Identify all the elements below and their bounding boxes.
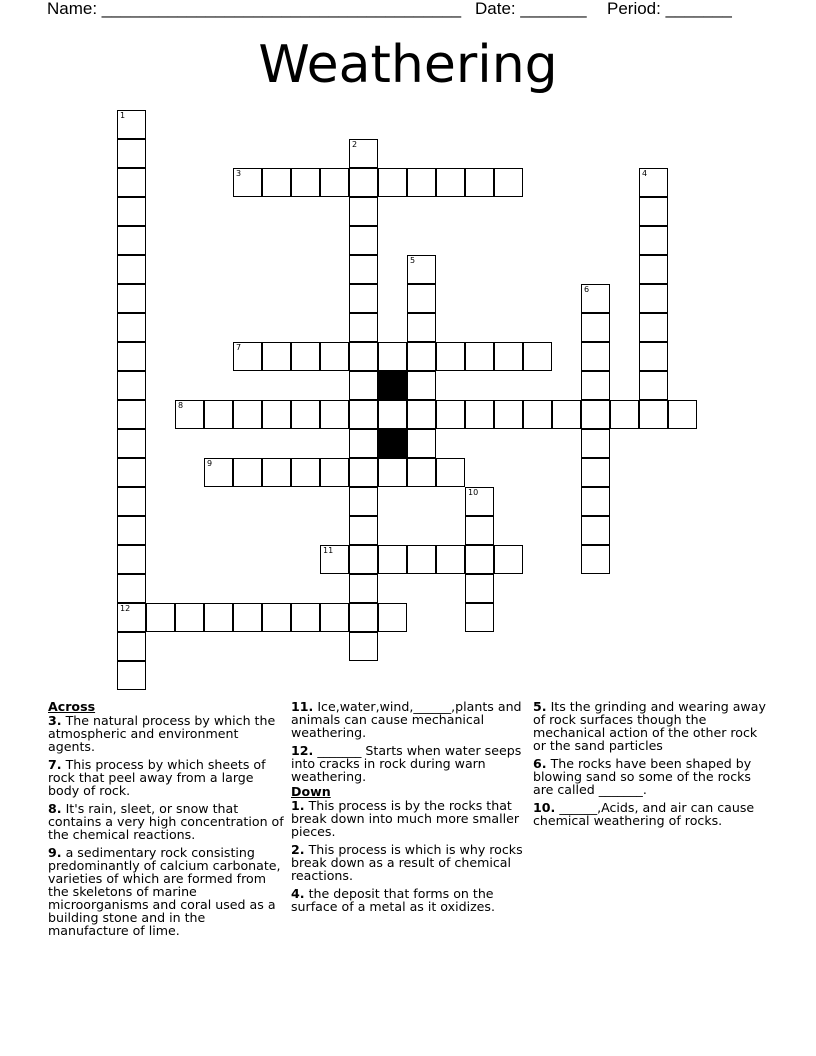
grid-cell[interactable] — [581, 371, 610, 400]
grid-cell[interactable] — [407, 371, 436, 400]
grid-cell[interactable] — [494, 342, 523, 371]
grid-cell[interactable] — [320, 545, 349, 574]
grid-cell[interactable] — [349, 226, 378, 255]
clue-down-2: 2. This process is which is why rocks break down as a result of chemical reactions. — [291, 842, 523, 883]
grid-cell[interactable] — [117, 226, 146, 255]
grid-cell[interactable] — [117, 342, 146, 371]
grid-cell[interactable] — [320, 400, 349, 429]
grid-cell[interactable] — [639, 342, 668, 371]
clue-number: 8 — [178, 401, 184, 410]
grid-cell[interactable] — [407, 458, 436, 487]
grid-cell[interactable] — [291, 603, 320, 632]
grid-cell[interactable] — [117, 400, 146, 429]
clue-number: 6 — [584, 285, 590, 294]
grid-cell[interactable] — [378, 603, 407, 632]
grid-cell[interactable] — [262, 342, 291, 371]
grid-cell[interactable] — [117, 574, 146, 603]
grid-cell[interactable] — [117, 458, 146, 487]
grid-cell[interactable] — [494, 545, 523, 574]
clues-column-2 — [291, 700, 531, 918]
grid-cell[interactable] — [581, 400, 610, 429]
grid-cell[interactable] — [581, 487, 610, 516]
date-field: Date: _______ — [475, 0, 587, 18]
grid-cell[interactable] — [349, 342, 378, 371]
grid-cell[interactable] — [204, 458, 233, 487]
black-cell — [378, 371, 407, 400]
grid-cell[interactable] — [175, 603, 204, 632]
grid-cell[interactable] — [581, 342, 610, 371]
grid-cell[interactable] — [436, 168, 465, 197]
grid-cell[interactable] — [349, 313, 378, 342]
grid-cell[interactable] — [407, 313, 436, 342]
grid-cell[interactable] — [639, 197, 668, 226]
clue-across-3: 3. The natural process by which the atmospheric and environment agents. — [48, 713, 276, 754]
page-title: Weathering — [258, 35, 558, 95]
grid-cell[interactable] — [639, 255, 668, 284]
grid-cell[interactable] — [117, 487, 146, 516]
grid-cell[interactable] — [349, 632, 378, 661]
grid-cell[interactable] — [465, 400, 494, 429]
clue-number: 4 — [642, 169, 648, 178]
grid-cell[interactable] — [117, 545, 146, 574]
clue-across-12: 12. _______ Starts when water seeps into cracks in rock during warn weathering. — [291, 743, 522, 784]
grid-cell[interactable] — [117, 632, 146, 661]
clue-number: 11 — [323, 546, 334, 555]
black-cell — [378, 429, 407, 458]
grid-cell[interactable] — [349, 574, 378, 603]
grid-cell[interactable] — [349, 139, 378, 168]
grid-cell[interactable] — [349, 516, 378, 545]
grid-cell[interactable] — [204, 603, 233, 632]
clue-down-4: 4. the deposit that forms on the surface of a metal as it oxidizes. — [291, 886, 495, 914]
grid-cell[interactable] — [523, 342, 552, 371]
grid-cell[interactable] — [349, 255, 378, 284]
grid-cell[interactable] — [117, 313, 146, 342]
grid-cell[interactable] — [639, 284, 668, 313]
grid-cell[interactable] — [407, 342, 436, 371]
grid-cell[interactable] — [668, 400, 697, 429]
grid-cell[interactable] — [639, 226, 668, 255]
clue-number: 12 — [120, 604, 131, 613]
grid-cell[interactable] — [610, 400, 639, 429]
grid-cell[interactable] — [262, 168, 291, 197]
grid-cell[interactable] — [378, 400, 407, 429]
grid-cell[interactable] — [581, 516, 610, 545]
grid-cell[interactable] — [117, 284, 146, 313]
grid-cell[interactable] — [233, 342, 262, 371]
grid-cell[interactable] — [233, 168, 262, 197]
clues-column-1 — [48, 700, 288, 942]
grid-cell[interactable] — [349, 458, 378, 487]
grid-cell[interactable] — [117, 197, 146, 226]
grid-cell[interactable] — [407, 429, 436, 458]
grid-cell[interactable] — [581, 458, 610, 487]
grid-cell[interactable] — [407, 284, 436, 313]
grid-cell[interactable] — [117, 168, 146, 197]
grid-cell[interactable] — [349, 371, 378, 400]
grid-cell[interactable] — [262, 458, 291, 487]
grid-cell[interactable] — [117, 603, 146, 632]
grid-cell[interactable] — [436, 545, 465, 574]
clue-across-9: 9. a sedimentary rock consisting predominantly of calcium carbonate, varieties of which are formed from the skeletons of marine microorganisms and coral used as a building stone and in the manufacture of lime. — [48, 845, 281, 938]
grid-cell[interactable] — [233, 603, 262, 632]
grid-cell[interactable] — [407, 545, 436, 574]
grid-cell[interactable] — [349, 284, 378, 313]
grid-cell[interactable] — [320, 603, 349, 632]
grid-cell[interactable] — [349, 545, 378, 574]
clue-number: 1 — [120, 111, 126, 120]
clue-down-6: 6. The rocks have been shaped by blowing sand so some of the rocks are called _______. — [533, 756, 752, 797]
grid-cell[interactable] — [639, 371, 668, 400]
grid-cell[interactable] — [320, 342, 349, 371]
grid-cell[interactable] — [117, 110, 146, 139]
grid-cell[interactable] — [378, 168, 407, 197]
grid-cell[interactable] — [117, 429, 146, 458]
grid-cell[interactable] — [233, 400, 262, 429]
grid-cell[interactable] — [291, 168, 320, 197]
grid-cell[interactable] — [407, 400, 436, 429]
grid-cell[interactable] — [378, 342, 407, 371]
grid-cell[interactable] — [117, 139, 146, 168]
grid-cell[interactable] — [349, 429, 378, 458]
grid-cell[interactable] — [407, 168, 436, 197]
grid-cell[interactable] — [639, 400, 668, 429]
period-field: Period: _______ — [607, 0, 732, 18]
grid-cell[interactable] — [465, 342, 494, 371]
grid-cell[interactable] — [175, 400, 204, 429]
grid-cell[interactable] — [552, 400, 581, 429]
grid-cell[interactable] — [378, 458, 407, 487]
grid-cell[interactable] — [494, 168, 523, 197]
clue-across-11: 11. Ice,water,wind,______,plants and animals can cause mechanical weathering. — [291, 699, 522, 740]
grid-cell[interactable] — [349, 603, 378, 632]
name-field: Name: ______________________________________ — [47, 0, 462, 18]
grid-cell[interactable] — [436, 400, 465, 429]
grid-cell[interactable] — [291, 400, 320, 429]
grid-cell[interactable] — [407, 255, 436, 284]
clue-down-1: 1. This process is by the rocks that break down into much more smaller pieces. — [291, 798, 520, 839]
grid-cell[interactable] — [349, 487, 378, 516]
grid-cell[interactable] — [378, 545, 407, 574]
grid-cell[interactable] — [436, 458, 465, 487]
grid-cell[interactable] — [581, 545, 610, 574]
grid-cell[interactable] — [291, 458, 320, 487]
grid-cell[interactable] — [465, 516, 494, 545]
grid-cell[interactable] — [291, 342, 320, 371]
grid-cell[interactable] — [320, 168, 349, 197]
grid-cell[interactable] — [117, 255, 146, 284]
grid-cell[interactable] — [320, 458, 349, 487]
grid-cell[interactable] — [581, 313, 610, 342]
grid-cell[interactable] — [581, 284, 610, 313]
grid-cell[interactable] — [436, 342, 465, 371]
grid-cell[interactable] — [262, 400, 291, 429]
grid-cell[interactable] — [117, 661, 146, 690]
grid-cell[interactable] — [233, 458, 262, 487]
clue-number: 9 — [207, 459, 213, 468]
grid-cell[interactable] — [639, 313, 668, 342]
grid-cell[interactable] — [465, 487, 494, 516]
clue-across-7: 7. This process by which sheets of rock that peel away from a large body of rock. — [48, 757, 266, 798]
grid-cell[interactable] — [117, 516, 146, 545]
clue-number: 5 — [410, 256, 416, 265]
clue-number: 2 — [352, 140, 358, 149]
clues-column-3 — [533, 700, 773, 832]
grid-cell[interactable] — [523, 400, 552, 429]
grid-cell[interactable] — [465, 545, 494, 574]
grid-cell[interactable] — [465, 603, 494, 632]
grid-cell[interactable] — [639, 168, 668, 197]
clue-number: 7 — [236, 343, 242, 352]
grid-cell[interactable] — [146, 603, 175, 632]
grid-cell[interactable] — [349, 197, 378, 226]
clue-down-5: 5. Its the grinding and wearing away of rock surfaces though the mechanical action of the other rock or the sand particles — [533, 699, 766, 753]
grid-cell[interactable] — [581, 429, 610, 458]
clue-across-8: 8. It's rain, sleet, or snow that contains a very high concentration of the chemical reactions. — [48, 801, 284, 842]
across-heading: Across — [48, 699, 96, 714]
clue-number: 10 — [468, 488, 479, 497]
grid-cell[interactable] — [349, 400, 378, 429]
clue-down-10: 10. ______,Acids, and air can cause chemical weathering of rocks. — [533, 800, 755, 828]
grid-cell[interactable] — [117, 371, 146, 400]
grid-cell[interactable] — [204, 400, 233, 429]
grid-cell[interactable] — [494, 400, 523, 429]
grid-cell[interactable] — [262, 603, 291, 632]
grid-cell[interactable] — [465, 168, 494, 197]
down-heading: Down — [291, 784, 331, 799]
grid-cell[interactable] — [349, 168, 378, 197]
clue-number: 3 — [236, 169, 242, 178]
grid-cell[interactable] — [465, 574, 494, 603]
